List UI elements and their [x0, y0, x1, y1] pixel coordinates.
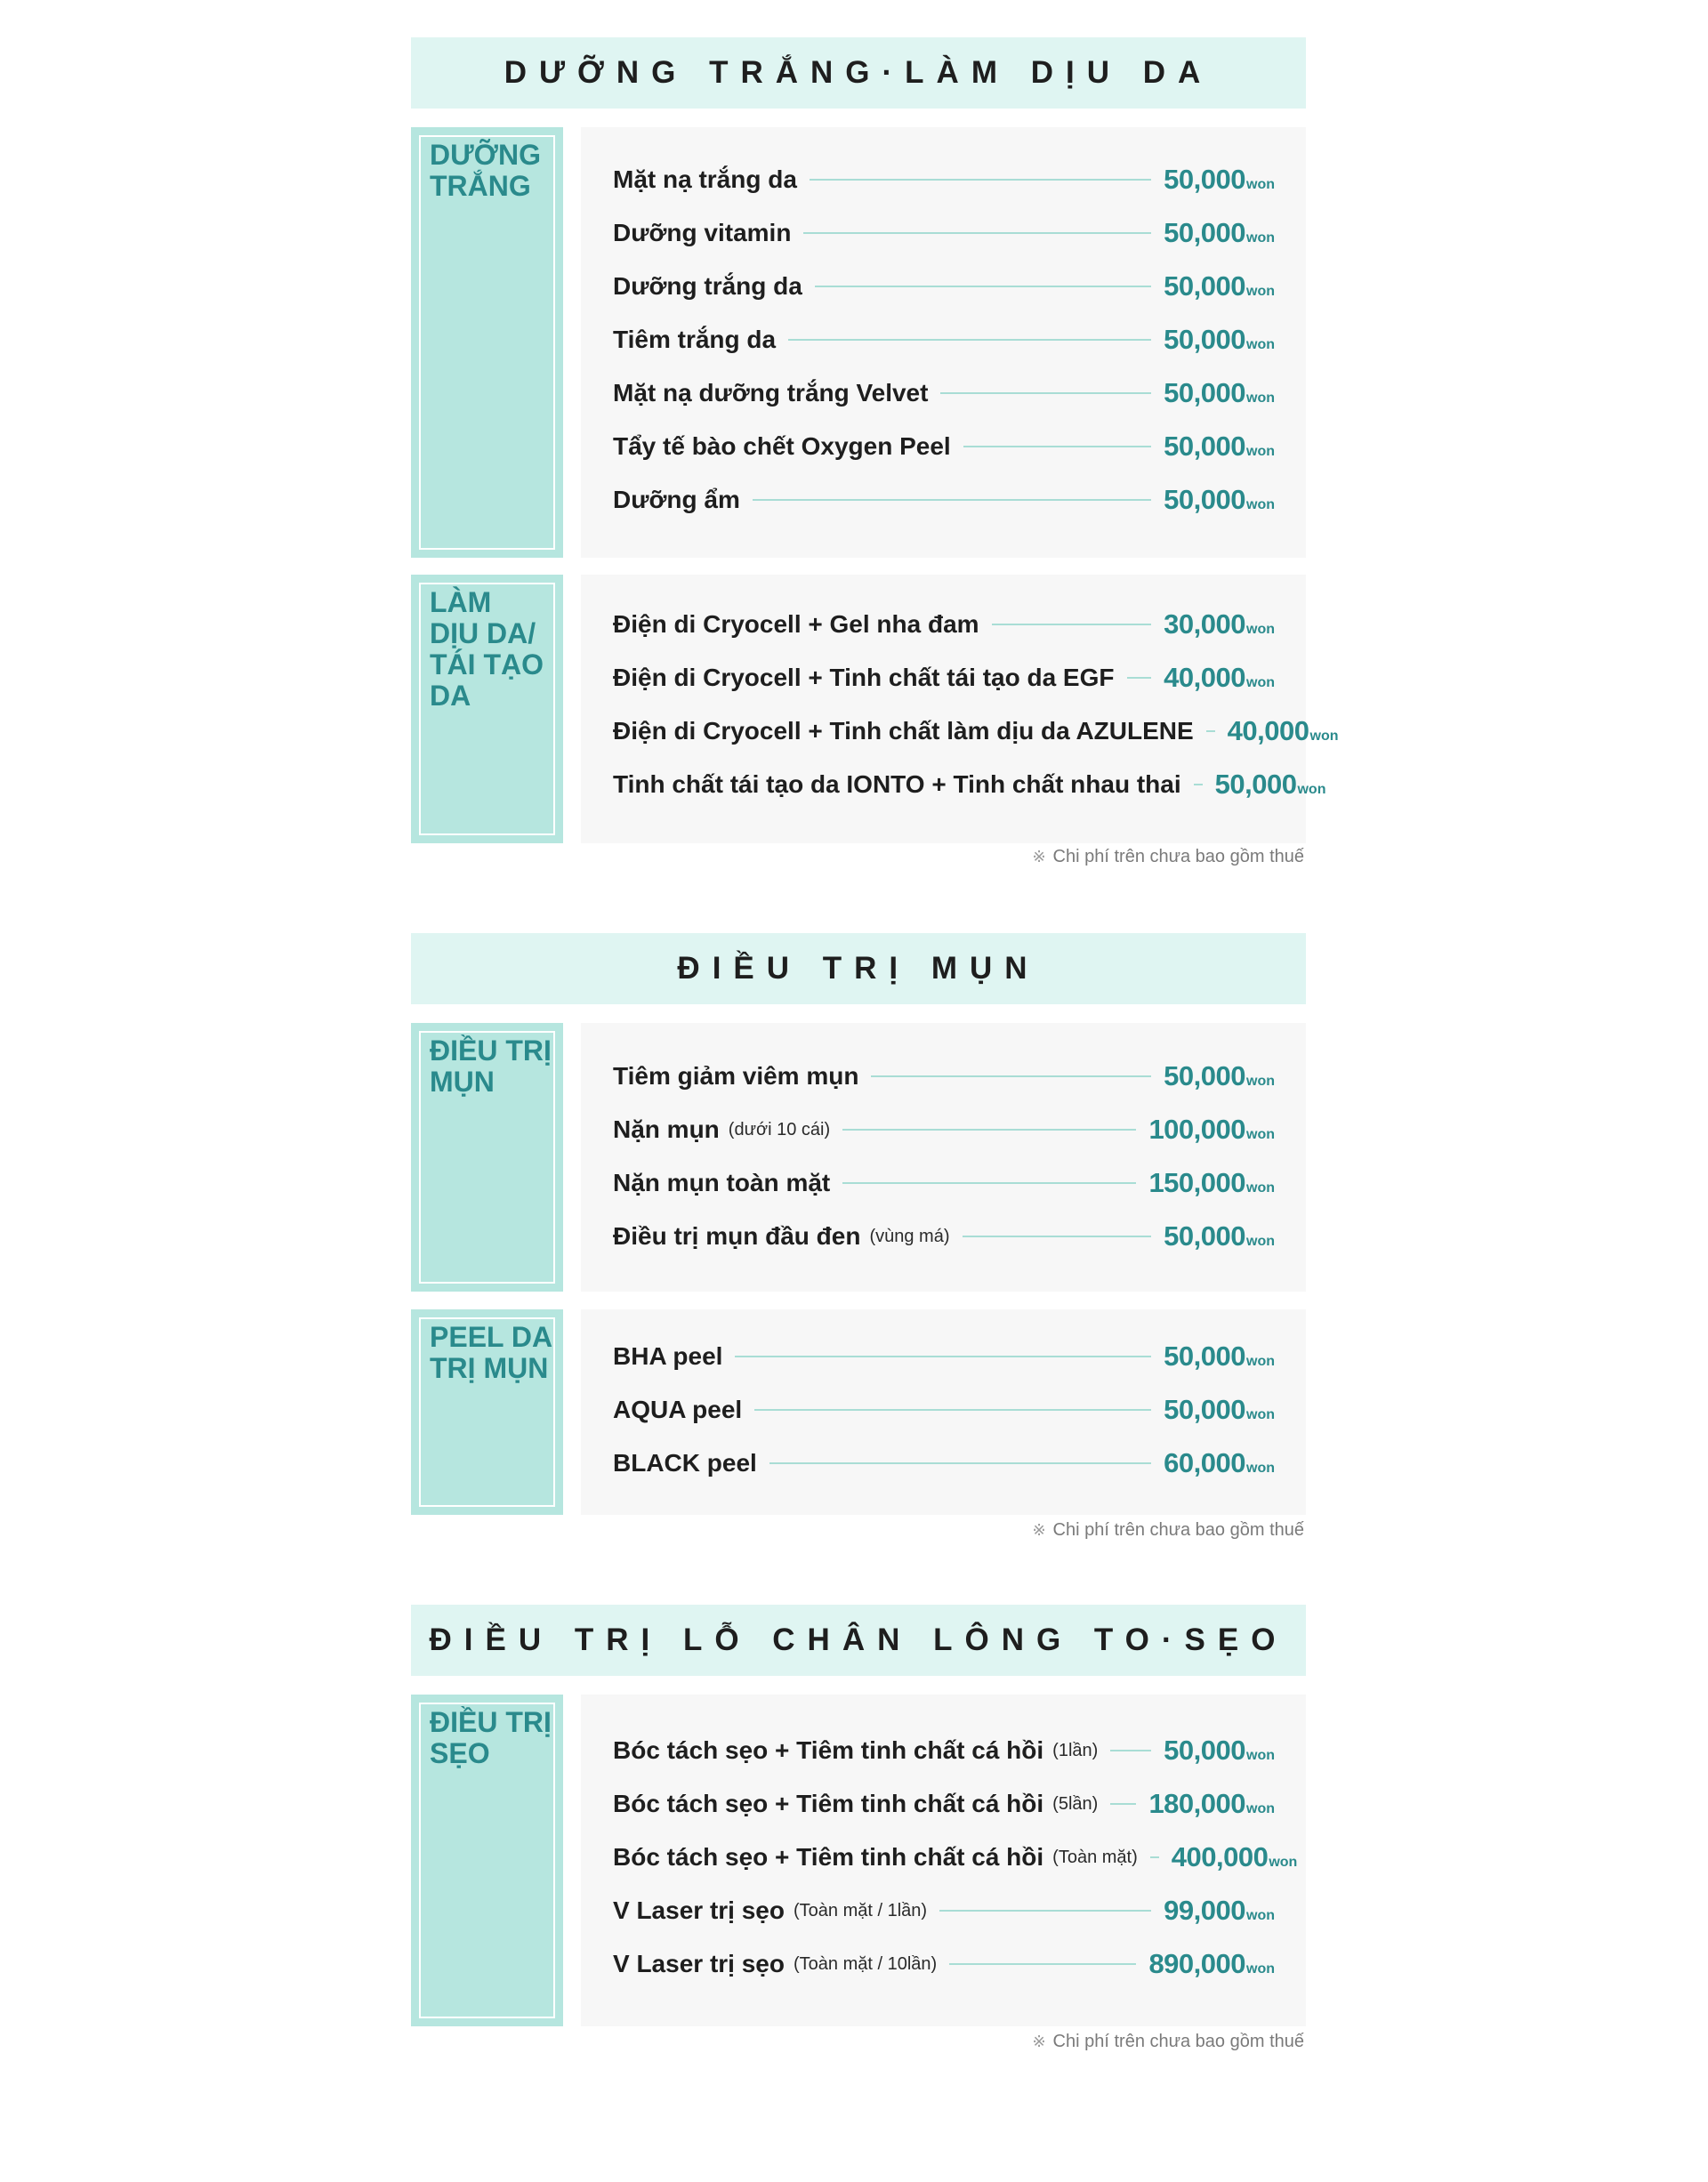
price-unit: won: [1246, 622, 1275, 637]
item-name: Nặn mụn toàn mặt: [613, 1169, 831, 1196]
item-name: Dưỡng ẩm: [613, 486, 740, 513]
item-name: Tiêm trắng da: [613, 326, 777, 353]
leader-line: [815, 286, 1151, 287]
price-unit: won: [1246, 230, 1275, 246]
item-price: [1164, 324, 1275, 356]
price-value: 99,000: [1164, 1895, 1245, 1926]
item-name: BLACK peel: [613, 1449, 757, 1477]
item-name: Dưỡng trắng da: [613, 272, 802, 300]
item-price: [1164, 608, 1275, 640]
category-box: [411, 1695, 563, 2026]
price-unit: won: [1246, 177, 1275, 192]
item-name: Điện di Cryocell + Tinh chất tái tạo da EGF: [613, 664, 1115, 691]
item-name: Tiêm giảm viêm mụn: [613, 1062, 859, 1090]
tax-footnote: [1032, 2032, 1304, 2052]
item-name: Bóc tách sẹo + Tiêm tinh chất cá hồi: [613, 1843, 1044, 1871]
leader-line: [1110, 1803, 1136, 1805]
section-whitening-soothing: [411, 37, 1339, 878]
item-price: [1148, 1948, 1275, 1980]
leader-line: [810, 179, 1151, 181]
item-name: Tẩy tế bào chết Oxygen Peel: [613, 432, 951, 460]
price-unit: won: [1246, 1074, 1275, 1089]
list-item: [613, 1112, 1275, 1147]
price-value: 50,000: [1164, 431, 1245, 462]
price-value: 50,000: [1164, 1394, 1245, 1425]
price-value: 400,000: [1171, 1841, 1269, 1872]
item-price: [1148, 1114, 1275, 1146]
item-name: Tinh chất tái tạo da IONTO + Tinh chất nhau thai: [613, 770, 1181, 798]
list-item: [613, 767, 1326, 802]
item-name: Điện di Cryocell + Tinh chất làm dịu da AZULENE: [613, 717, 1194, 745]
leader-line: [1110, 1750, 1151, 1751]
leader-line: [940, 392, 1151, 394]
leader-line: [754, 1409, 1151, 1411]
list-item: [613, 429, 1275, 464]
price-unit: won: [1246, 1127, 1275, 1142]
leader-line: [842, 1182, 1136, 1184]
price-unit: won: [1246, 1801, 1275, 1816]
item-name: Điện di Cryocell + Gel nha đam: [613, 610, 979, 638]
leader-line: [949, 1963, 1136, 1965]
item-name: Bóc tách sẹo + Tiêm tinh chất cá hồi: [613, 1736, 1044, 1764]
item-name: Điều trị mụn đầu đen: [613, 1222, 861, 1250]
item-price: [1164, 1735, 1275, 1767]
list-item: [613, 1946, 1275, 1982]
list-item: [613, 269, 1275, 304]
price-unit: won: [1246, 1354, 1275, 1369]
list-item: [613, 607, 1275, 642]
item-price: [1164, 1220, 1275, 1252]
price-unit: won: [1246, 1407, 1275, 1422]
price-unit: won: [1246, 1461, 1275, 1476]
price-unit: won: [1309, 729, 1339, 744]
list-item: [613, 215, 1275, 251]
leader-line: [1206, 730, 1215, 732]
price-unit: won: [1269, 1855, 1298, 1870]
item-price: [1164, 662, 1275, 694]
list-item: [613, 1786, 1275, 1822]
price-value: 100,000: [1148, 1114, 1245, 1145]
reference-mark-icon: ※: [1032, 1521, 1046, 1539]
leader-line: [803, 232, 1151, 234]
list-item: [613, 1219, 1275, 1254]
price-value: 50,000: [1164, 484, 1245, 515]
list-item: [613, 660, 1275, 696]
item-price: [1164, 377, 1275, 409]
price-value: 50,000: [1214, 769, 1297, 800]
list-item: [613, 1445, 1275, 1481]
item-price: [1164, 164, 1275, 196]
price-value: 180,000: [1148, 1788, 1245, 1819]
price-unit: won: [1246, 337, 1275, 352]
price-unit: won: [1297, 782, 1326, 797]
reference-mark-icon: ※: [1032, 848, 1046, 866]
price-unit: won: [1246, 1180, 1275, 1196]
item-price: [1164, 217, 1275, 249]
tax-footnote: [1032, 847, 1304, 867]
price-value: 40,000: [1227, 715, 1309, 746]
section-acne-treatment: [411, 933, 1306, 1547]
item-price: [1164, 1060, 1275, 1092]
items-panel: [581, 1023, 1306, 1292]
item-note: (dưới 10 cái): [728, 1119, 831, 1139]
list-item: [613, 1733, 1275, 1768]
item-price: [1164, 484, 1275, 516]
leader-line: [1194, 784, 1203, 785]
leader-line: [842, 1129, 1136, 1131]
item-name: Dưỡng vitamin: [613, 219, 792, 246]
price-value: 890,000: [1148, 1948, 1245, 1979]
item-price: [1164, 1394, 1275, 1426]
reference-mark-icon: ※: [1032, 2033, 1046, 2050]
item-name: Bóc tách sẹo + Tiêm tinh chất cá hồi: [613, 1790, 1044, 1817]
price-unit: won: [1246, 1961, 1275, 1977]
item-note: (Toàn mặt / 10lần): [793, 1953, 938, 1974]
list-item: [613, 713, 1339, 749]
item-name: AQUA peel: [613, 1396, 743, 1423]
section-title: ĐIỀU TRỊ MỤN: [411, 933, 1306, 1004]
price-value: 50,000: [1164, 1220, 1245, 1252]
item-name: Mặt nạ dưỡng trắng Velvet: [613, 379, 929, 407]
items-panel: [581, 127, 1306, 558]
price-value: 50,000: [1164, 270, 1245, 302]
tax-footnote: [1032, 1520, 1304, 1541]
group-acne-treatment: [411, 1023, 1306, 1292]
group-acne-peel: [411, 1309, 1306, 1515]
category-box: [411, 1309, 563, 1515]
leader-line: [871, 1075, 1151, 1077]
leader-line: [963, 1236, 1152, 1237]
item-price: [1164, 1341, 1275, 1373]
item-price: [1215, 769, 1326, 801]
list-item: [613, 1840, 1298, 1875]
price-unit: won: [1246, 1234, 1275, 1249]
price-unit: won: [1246, 444, 1275, 459]
category-label: ĐIỀU TRỊ SẸO: [430, 1706, 552, 1769]
section-title: ĐIỀU TRỊ LỖ CHÂN LÔNG TO·SẸO: [411, 1605, 1306, 1676]
leader-line: [963, 446, 1151, 447]
item-price: [1164, 431, 1275, 463]
item-price: [1228, 715, 1339, 747]
items-panel: [581, 1309, 1306, 1515]
item-price: [1148, 1788, 1275, 1820]
category-box: [411, 127, 563, 558]
category-box: [411, 1023, 563, 1292]
item-name: V Laser trị sẹo: [613, 1896, 785, 1924]
items-panel: [581, 1695, 1306, 2026]
item-name: Nặn mụn: [613, 1115, 720, 1143]
group-soothing-regeneration: [411, 575, 1339, 843]
price-value: 50,000: [1164, 1060, 1245, 1091]
price-unit: won: [1246, 391, 1275, 406]
price-unit: won: [1246, 1748, 1275, 1763]
list-item: [613, 375, 1275, 411]
price-value: 50,000: [1164, 1341, 1245, 1372]
footnote-text: Chi phí trên chưa bao gồm thuế: [1052, 2032, 1304, 2051]
price-unit: won: [1246, 675, 1275, 690]
category-label: DƯỠNG TRẮNG: [430, 139, 541, 202]
leader-line: [735, 1356, 1151, 1357]
price-value: 50,000: [1164, 217, 1245, 248]
leader-line: [769, 1462, 1151, 1464]
item-price: [1172, 1841, 1298, 1873]
category-label: ĐIỀU TRỊ MỤN: [430, 1035, 552, 1098]
footnote-text: Chi phí trên chưa bao gồm thuế: [1052, 1520, 1304, 1540]
price-value: 50,000: [1164, 324, 1245, 355]
category-label: LÀM DỊU DA/ TÁI TẠO DA: [430, 586, 544, 712]
item-note: (1lần): [1052, 1740, 1099, 1760]
group-whitening: [411, 127, 1306, 558]
list-item: [613, 162, 1275, 197]
item-name: Mặt nạ trắng da: [613, 165, 797, 193]
item-note: (5lần): [1052, 1793, 1099, 1814]
price-value: 60,000: [1164, 1447, 1245, 1478]
price-unit: won: [1246, 284, 1275, 299]
list-item: [613, 482, 1275, 518]
section-title: DƯỠNG TRẮNG·LÀM DỊU DA: [411, 37, 1306, 109]
list-item: [613, 1165, 1275, 1201]
list-item: [613, 1059, 1275, 1094]
item-name: V Laser trị sẹo: [613, 1950, 785, 1977]
item-note: (Toàn mặt): [1052, 1847, 1138, 1867]
item-note: (vùng má): [869, 1226, 950, 1246]
category-box: [411, 575, 563, 843]
item-price: [1164, 270, 1275, 302]
group-scar-treatment: [411, 1695, 1306, 2026]
price-value: 30,000: [1164, 608, 1245, 640]
price-unit: won: [1246, 497, 1275, 512]
item-price: [1148, 1167, 1275, 1199]
price-value: 40,000: [1164, 662, 1245, 693]
price-value: 50,000: [1164, 164, 1245, 195]
list-item: [613, 1339, 1275, 1374]
item-price: [1164, 1447, 1275, 1479]
price-unit: won: [1246, 1908, 1275, 1923]
price-value: 150,000: [1148, 1167, 1245, 1198]
leader-line: [939, 1910, 1151, 1912]
list-item: [613, 1893, 1275, 1928]
items-panel: [581, 575, 1339, 843]
leader-line: [1127, 677, 1152, 679]
category-label: PEEL DA TRỊ MỤN: [430, 1321, 553, 1384]
section-pores-scars: [411, 1605, 1306, 2058]
footnote-text: Chi phí trên chưa bao gồm thuế: [1052, 847, 1304, 866]
item-name: BHA peel: [613, 1342, 723, 1370]
item-price: [1164, 1895, 1275, 1927]
list-item: [613, 1392, 1275, 1428]
list-item: [613, 322, 1275, 358]
item-note: (Toàn mặt / 1lần): [793, 1900, 928, 1920]
leader-line: [992, 624, 1152, 625]
leader-line: [1150, 1856, 1159, 1858]
leader-line: [753, 499, 1151, 501]
price-value: 50,000: [1164, 377, 1245, 408]
price-value: 50,000: [1164, 1735, 1245, 1766]
leader-line: [788, 339, 1151, 341]
